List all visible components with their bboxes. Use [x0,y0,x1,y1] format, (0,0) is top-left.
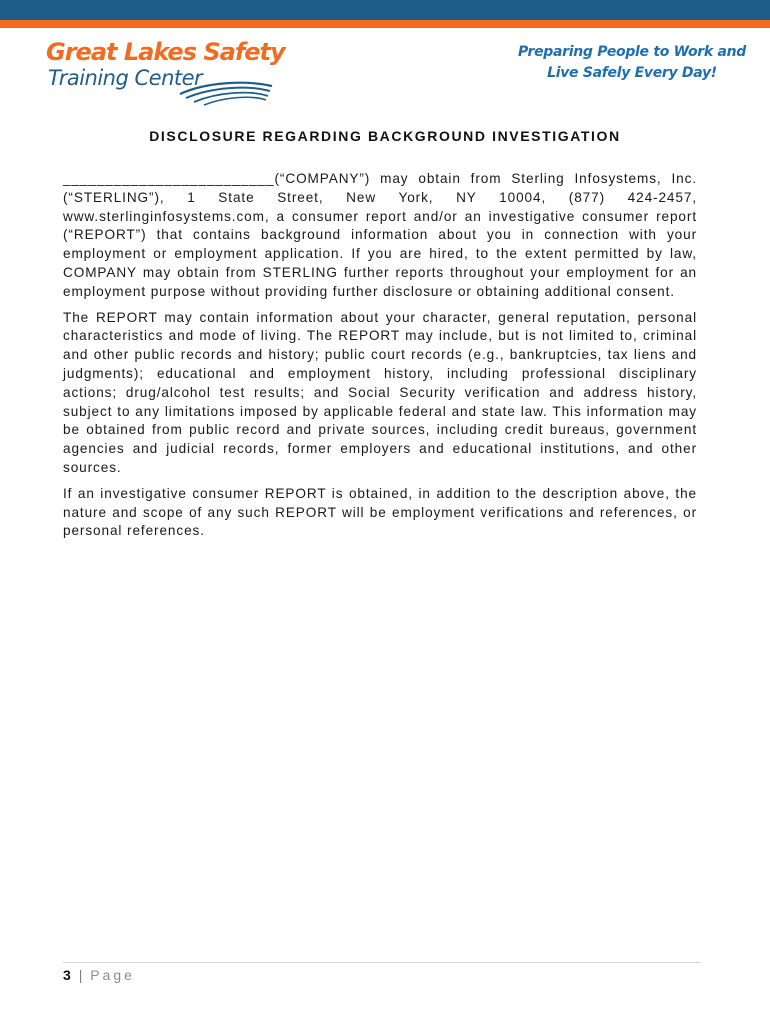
document-body [63,170,697,548]
paragraph-company-disclosure: _________________________(“COMPANY”) may obtain from Sterling Infosystems, Inc. (“STERLING”), 1 State Street, New York, NY 10004, (877) 424-2457, www.sterlinginfosystems.com, a consumer report and/or an investigative consumer report (“REPORT”) that contains background information about you in connection with your employment or employment application. If you are hired, to the extent permitted by law, COMPANY may obtain from STERLING further reports throughout your employment for an employment purpose without providing further disclosure or obtaining additional consent. [63,171,697,299]
company-logo [46,38,285,104]
paragraph-investigative-report: If an investigative consumer REPORT is obtained, in addition to the description above, the nature and scope of any such REPORT will be employment verifications and references, or personal references. [63,485,697,539]
page-label: Page [90,967,135,983]
page-footer [63,967,135,983]
logo-swoosh-icon [176,72,276,106]
paragraph-report-contents: The REPORT may contain information about your character, general reputation, personal characteristics and mode of living. The REPORT may include, but is not limited to, criminal and other public records and history; public court records (e.g., bankruptcies, tax liens and judgments); educational and employment history, including professional disciplinary actions; drug/alcohol test results; and Social Security verification and address history, subject to any limitations imposed by applicable federal and state law. This information may be obtained from public record and private sources, including credit bureaus, government agencies and judicial records, former employers and educational institutions, and other sources. [63,309,697,475]
header-accent-stripe [0,20,770,28]
logo-text-line2: Training Center [48,66,203,90]
logo-text-line1: Great Lakes Safety [46,38,285,66]
page-number: 3 [63,967,71,983]
tagline-line2: Live Safely Every Day! [547,65,717,81]
header-tagline [512,42,752,84]
page-separator: | [78,967,83,983]
document-title: DISCLOSURE REGARDING BACKGROUND INVESTIGATION [149,128,621,144]
header-top-bar [0,0,770,20]
tagline-line1: Preparing People to Work and [517,44,747,60]
footer-divider [63,962,701,963]
